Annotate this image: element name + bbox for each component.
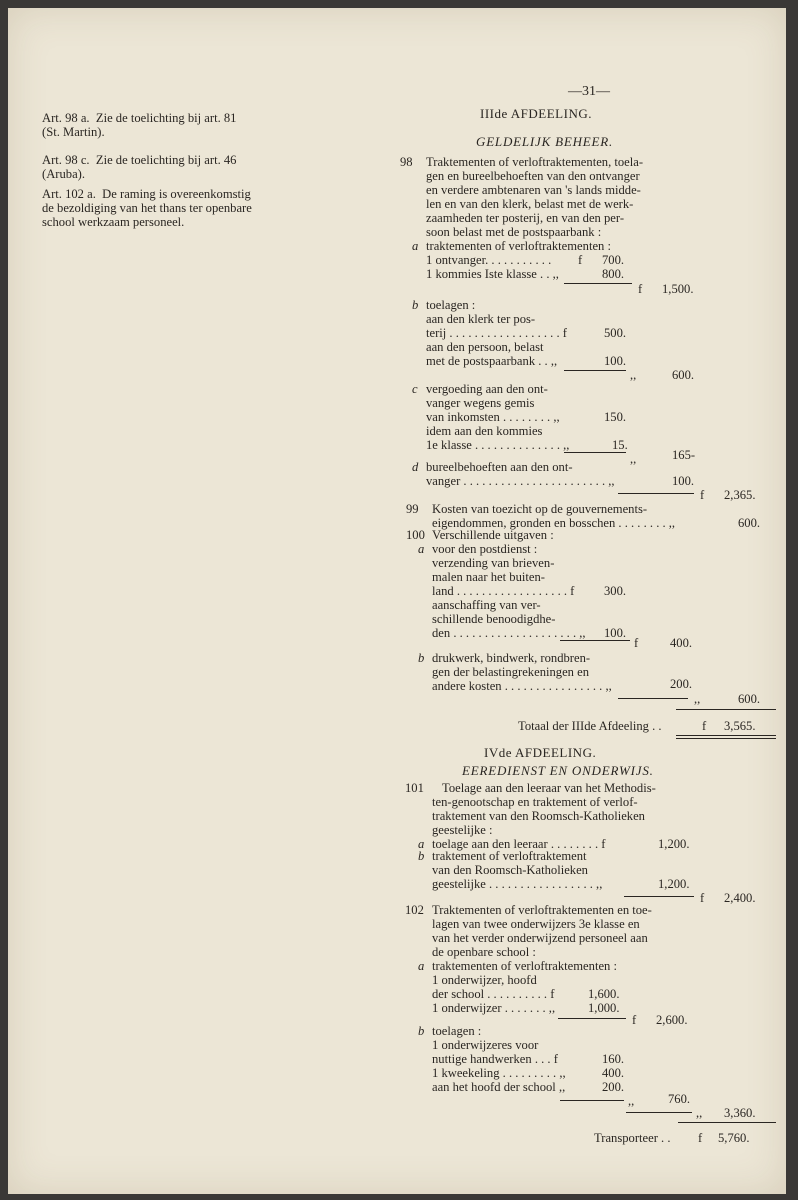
article-text-line: soon belast met de postspaarbank : (426, 225, 602, 239)
section-3-subtitle: GELDELIJK BEHEER. (476, 134, 614, 149)
article-number: 102 (405, 903, 424, 917)
item-line: vanger wegens gemis (426, 396, 535, 410)
note-text-cont: (St. Martin). (42, 125, 105, 139)
item-line: aan den persoon, belast (426, 340, 544, 354)
article-total-amount: 2,400. (724, 891, 756, 905)
total-rule (618, 698, 688, 699)
item-letter: a (418, 837, 425, 851)
item-line: aanschaffing van ver- (432, 598, 541, 612)
item-row-currency: f (578, 253, 583, 267)
total-rule (618, 493, 694, 494)
subtotal-currency: f (632, 1013, 637, 1027)
item-line: drukwerk, bindwerk, rondbren- (432, 651, 591, 665)
page-number: —31— (568, 84, 610, 99)
note-text: Zie de toelichting bij art. 46 (95, 153, 237, 167)
article-text-line: eigendommen, gronden en bosschen . . . . . . . . ,, (432, 516, 676, 530)
item-line: schillende benoodigdhe- (432, 612, 556, 626)
subtotal-currency: ,, (630, 368, 637, 382)
article-total-amount: 600. (738, 692, 761, 706)
article-text-line: Toelage aan den leeraar van het Methodis- (442, 781, 656, 795)
article-number: 101 (405, 781, 424, 795)
item-letter: b (412, 298, 419, 312)
item-line: andere kosten . . . . . . . . . . . . . . . . ,, (432, 679, 612, 693)
item-line: bureelbehoeften aan den ont- (426, 460, 573, 474)
double-rule-bottom (676, 738, 776, 739)
item-line: van den Roomsch-Katholieken (432, 863, 588, 877)
item-amount: 300. (604, 584, 627, 598)
item-amount: 1,200. (658, 837, 690, 851)
note-label: Art. 102 a. (42, 187, 96, 201)
note-label: Art. 98 a. (42, 111, 90, 125)
article-text-line: gen en bureelbehoeften van den ontvanger (426, 169, 640, 183)
document-page (8, 8, 786, 1194)
subtotal-amount: 165- (672, 448, 696, 462)
article-total-currency: ,, (696, 1106, 703, 1120)
note-text-cont: (Aruba). (42, 167, 86, 181)
item-amount: 400. (602, 1066, 625, 1080)
item-amount: 100. (604, 626, 627, 640)
item-amount: 150. (604, 410, 627, 424)
item-amount: 1,200. (658, 877, 690, 891)
total-rule (676, 709, 776, 710)
section-total-label: Totaal der IIIde Afdeeling . . (518, 719, 662, 733)
item-line: land . . . . . . . . . . . . . . . . . . f (432, 584, 575, 598)
article-text-line: van het verder onderwijzend personeel aan (432, 931, 648, 945)
subtotal-currency: f (634, 636, 639, 650)
note-art-98a (42, 111, 342, 139)
section-4-subtitle: EEREDIENST EN ONDERWIJS. (462, 763, 654, 778)
item-line: 1 onderwijzer, hoofd (432, 973, 537, 987)
item-line: traktementen of verloftraktementen : (432, 959, 617, 973)
item-letter: b (418, 651, 425, 665)
note-text: De raming is overeenkomstig (102, 187, 251, 201)
item-line: malen naar het buiten- (432, 570, 545, 584)
item-amount: 100. (672, 474, 695, 488)
article-text-line: Traktementen of verloftraktementen, toela- (426, 155, 644, 169)
item-letter: b (418, 849, 425, 863)
item-line: van inkomsten . . . . . . . . ,, (426, 410, 560, 424)
item-line: gen der belastingrekeningen en (432, 665, 590, 679)
subtotal-rule (560, 1100, 624, 1101)
subtotal-rule (564, 370, 626, 371)
item-amount: 200. (670, 677, 693, 691)
article-text-line: ten-genootschap en traktement of verlof- (432, 795, 638, 809)
total-rule (624, 896, 694, 897)
item-letter: d (412, 460, 419, 474)
transport-currency: f (698, 1131, 703, 1145)
article-number: 98 (400, 155, 413, 169)
item-amount: 160. (602, 1052, 625, 1066)
item-line: terij . . . . . . . . . . . . . . . . . . f (426, 326, 567, 340)
article-total-currency: ,, (694, 692, 701, 706)
item-line: toelagen : (432, 1024, 482, 1038)
article-text-line: geestelijke : (432, 823, 493, 837)
item-line: 1 onderwijzer . . . . . . . ,, (432, 1001, 556, 1015)
section-total-amount: 3,565. (724, 719, 756, 733)
item-amount: 200. (602, 1080, 625, 1094)
item-line: aan den klerk ter pos- (426, 312, 536, 326)
item-line: voor den postdienst : (432, 542, 538, 556)
item-letter: b (418, 1024, 425, 1038)
item-line: toelage aan den leeraar . . . . . . . . f (432, 837, 606, 851)
item-line: traktement of verloftraktement (432, 849, 587, 863)
note-art-98c (42, 153, 342, 181)
article-text-line: en verdere ambtenaren van 's lands midde- (426, 183, 641, 197)
total-rule (626, 1112, 692, 1113)
item-line: vergoeding aan den ont- (426, 382, 548, 396)
item-line: verzending van brieven- (432, 556, 555, 570)
note-label: Art. 98 c. (42, 153, 90, 167)
subtotal-amount: 760. (668, 1092, 691, 1106)
subtotal-amount: 400. (670, 636, 693, 650)
article-total-currency: f (700, 891, 705, 905)
section-3-title: IIIde AFDEELING. (480, 106, 592, 121)
item-line: geestelijke . . . . . . . . . . . . . . . . . ,, (432, 877, 603, 891)
item-line: met de postspaarbank . . ,, (426, 354, 558, 368)
transport-amount: 5,760. (718, 1131, 750, 1145)
item-line: 1 kweekeling . . . . . . . . . ,, (432, 1066, 566, 1080)
article-text-line: len en van den klerk, belast met de werk- (426, 197, 634, 211)
item-amount: 15. (612, 438, 628, 452)
item-letter: c (412, 382, 418, 396)
item-line: 1e klasse . . . . . . . . . . . . . . ,, (426, 438, 570, 452)
item-letter: a (418, 959, 425, 973)
note-text: school werkzaam personeel. (42, 215, 185, 229)
article-total-amount: 600. (738, 516, 761, 530)
article-text-line: Kosten van toezicht op de gouvernements- (432, 502, 648, 516)
item-amount: 1,600. (588, 987, 620, 1001)
item-line: vanger . . . . . . . . . . . . . . . . . . . . . . . ,, (426, 474, 615, 488)
article-number: 100 (406, 528, 425, 542)
subtotal-currency: f (638, 282, 643, 296)
article-total-currency: f (700, 488, 705, 502)
subtotal-currency: ,, (630, 452, 637, 466)
article-text-line: zaamheden ter posterij, en van den per- (426, 211, 625, 225)
subtotal-amount: 2,600. (656, 1013, 688, 1027)
item-row-label: 1 ontvanger. . . . . . . . . . . (426, 253, 552, 267)
note-art-102a (42, 187, 342, 229)
item-letter: a (412, 239, 419, 253)
article-text-line: Traktementen of verloftraktementen en toe- (432, 903, 652, 917)
item-line: der school . . . . . . . . . . f (432, 987, 555, 1001)
subtotal-amount: 1,500. (662, 282, 694, 296)
article-heading: Verschillende uitgaven : (432, 528, 554, 542)
item-line: toelagen : (426, 298, 476, 312)
transport-label: Transporteer . . (594, 1131, 671, 1145)
item-row-amount: 800. (602, 267, 625, 281)
item-line: nuttige handwerken . . . f (432, 1052, 558, 1066)
item-amount: 100. (604, 354, 627, 368)
double-rule-top (676, 735, 776, 736)
subtotal-amount: 600. (672, 368, 695, 382)
transport-rule (678, 1122, 776, 1123)
item-row-amount: 700. (602, 253, 625, 267)
subtotal-rule (558, 1018, 626, 1019)
article-text-line: traktement van den Roomsch-Katholieken (432, 809, 645, 823)
item-line: idem aan den kommies (426, 424, 543, 438)
article-text-line: de openbare school : (432, 945, 536, 959)
subtotal-currency: ,, (628, 1094, 635, 1108)
item-letter: a (418, 542, 425, 556)
note-text: Zie de toelichting bij art. 81 (95, 111, 237, 125)
subtotal-rule (564, 452, 626, 453)
item-line: 1 onderwijzeres voor (432, 1038, 539, 1052)
article-text-line: lagen van twee onderwijzers 3e klasse en (432, 917, 640, 931)
section-total-currency: f (702, 719, 707, 733)
subtotal-rule (560, 640, 630, 641)
item-line: aan het hoofd der school ,, (432, 1080, 566, 1094)
article-total-amount: 2,365. (724, 488, 756, 502)
note-text: de bezoldiging van het thans ter openbare (42, 201, 252, 215)
item-line: den . . . . . . . . . . . . . . . . . . . . ,, (432, 626, 586, 640)
subtotal-rule (564, 283, 632, 284)
section-4-title: IVde AFDEELING. (484, 745, 597, 760)
article-total-amount: 3,360. (724, 1106, 756, 1120)
item-heading: traktementen of verloftraktementen : (426, 239, 611, 253)
item-amount: 500. (604, 326, 627, 340)
item-amount: 1,000. (588, 1001, 620, 1015)
article-number: 99 (406, 502, 419, 516)
item-row-label: 1 kommies Iste klasse . . ,, (426, 267, 559, 281)
